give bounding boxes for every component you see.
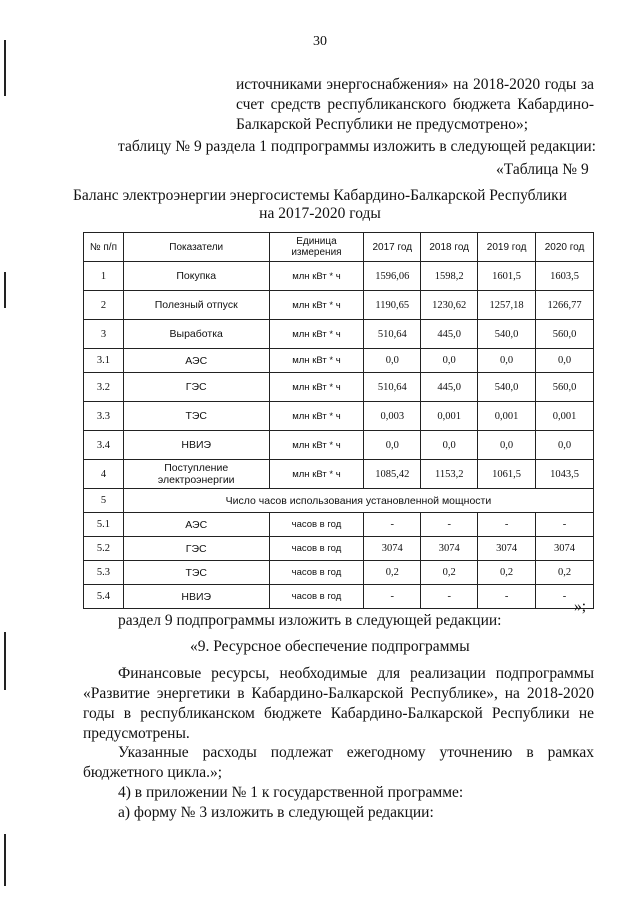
row-indicator: НВИЭ xyxy=(123,585,269,609)
value-2020: 0,001 xyxy=(536,402,594,431)
row-num: 5.3 xyxy=(84,561,124,585)
table-row xyxy=(84,262,594,291)
row-indicator: АЭС xyxy=(123,349,269,373)
value-2019: 0,001 xyxy=(478,402,536,431)
table-row xyxy=(84,373,594,402)
row-num: 3.4 xyxy=(84,431,124,460)
row-unit: часов в год xyxy=(269,585,364,609)
row-unit: млн кВт * ч xyxy=(269,320,364,349)
value-2018: - xyxy=(421,585,478,609)
table-row xyxy=(84,537,594,561)
row-indicator: ТЭС xyxy=(123,402,269,431)
instruction-table: таблицу № 9 раздела 1 подпрограммы изложить в следующей редакции: xyxy=(118,138,596,155)
value-2017: 0,003 xyxy=(364,402,421,431)
header-cell-2018: 2018 год xyxy=(421,233,478,262)
value-2018: 1230,62 xyxy=(421,291,478,320)
value-2017: - xyxy=(364,513,421,537)
item-4: 4) в приложении № 1 к государственной программе: xyxy=(118,784,464,801)
item-a: а) форму № 3 изложить в следующей редакции: xyxy=(118,804,434,821)
page-number: 30 xyxy=(313,34,327,49)
value-2019: 1257,18 xyxy=(478,291,536,320)
row-indicator: АЭС xyxy=(123,513,269,537)
value-2018: 3074 xyxy=(421,537,478,561)
row-unit: часов в год xyxy=(269,513,364,537)
row-num: 4 xyxy=(84,460,124,489)
table-close-quote: »; xyxy=(574,598,587,615)
value-2019: - xyxy=(478,513,536,537)
row-unit: млн кВт * ч xyxy=(269,262,364,291)
table-section-row xyxy=(84,489,594,513)
row-num: 3 xyxy=(84,320,124,349)
value-2020: 0,2 xyxy=(536,561,594,585)
row-indicator: Выработка xyxy=(123,320,269,349)
value-2017: 510,64 xyxy=(364,373,421,402)
value-2020: 3074 xyxy=(536,537,594,561)
row-unit: млн кВт * ч xyxy=(269,349,364,373)
value-2018: - xyxy=(421,513,478,537)
value-2017: 3074 xyxy=(364,537,421,561)
value-2019: - xyxy=(478,585,536,609)
value-2019: 3074 xyxy=(478,537,536,561)
row-indicator: ГЭС xyxy=(123,537,269,561)
header-cell-2017: 2017 год xyxy=(364,233,421,262)
margin-mark xyxy=(4,272,6,308)
value-2019: 0,0 xyxy=(478,431,536,460)
para2-line-2: бюджетного цикла.»; xyxy=(83,764,223,781)
table-row xyxy=(84,460,594,489)
header-cell-unit: Единица измерения xyxy=(269,233,364,262)
row-num: 3.1 xyxy=(84,349,124,373)
value-2017: 510,64 xyxy=(364,320,421,349)
margin-mark xyxy=(4,632,6,690)
row-unit: млн кВт * ч xyxy=(269,460,364,489)
header-cell-indicator: Показатели xyxy=(123,233,269,262)
para1-line-2: «Развитие энергетики в Кабардино-Балкарской Республике», на 2018-2020 xyxy=(83,685,594,702)
para1-line-1: Финансовые ресурсы, необходимые для реализации подпрограммы xyxy=(118,665,594,682)
table-row xyxy=(84,585,594,609)
header-cell-2019: 2019 год xyxy=(478,233,536,262)
row-indicator: ГЭС xyxy=(123,373,269,402)
row-num: 3.2 xyxy=(84,373,124,402)
balance-table xyxy=(83,232,594,609)
value-2020: 1603,5 xyxy=(536,262,594,291)
row-indicator: Поступление электроэнергии xyxy=(123,460,269,489)
table-header-row xyxy=(84,233,594,262)
header-cell-num: № п/п xyxy=(84,233,124,262)
value-2020: 0,0 xyxy=(536,349,594,373)
row-num: 5.2 xyxy=(84,537,124,561)
value-2018: 1153,2 xyxy=(421,460,478,489)
table-row xyxy=(84,320,594,349)
row-unit: млн кВт * ч xyxy=(269,431,364,460)
intro-line-3: Балкарской Республики не предусмотрено»; xyxy=(236,116,529,133)
para1-line-3: годы в республиканском бюджете Кабардино-Балкарской Республики не xyxy=(83,705,594,722)
value-2020: 1266,77 xyxy=(536,291,594,320)
table-row xyxy=(84,561,594,585)
margin-mark xyxy=(4,834,6,886)
row-num: 5.4 xyxy=(84,585,124,609)
table-row xyxy=(84,349,594,373)
value-2020: - xyxy=(536,513,594,537)
table-label: «Таблица № 9 xyxy=(496,161,589,178)
row-num: 5.1 xyxy=(84,513,124,537)
value-2020: 560,0 xyxy=(536,320,594,349)
row-indicator: Покупка xyxy=(123,262,269,291)
value-2018: 0,0 xyxy=(421,349,478,373)
value-2019: 0,0 xyxy=(478,349,536,373)
row-num: 1 xyxy=(84,262,124,291)
table-row xyxy=(84,513,594,537)
value-2017: 1596,06 xyxy=(364,262,421,291)
intro-line-1: источниками энергоснабжения» на 2018-2020 годы за xyxy=(236,76,594,93)
value-2017: 1190,65 xyxy=(364,291,421,320)
value-2020: 1043,5 xyxy=(536,460,594,489)
value-2017: 0,2 xyxy=(364,561,421,585)
intro-line-2: счет средств республиканского бюджета Кабардино- xyxy=(236,96,594,113)
value-2017: - xyxy=(364,585,421,609)
value-2017: 0,0 xyxy=(364,349,421,373)
row-num: 2 xyxy=(84,291,124,320)
value-2019: 540,0 xyxy=(478,320,536,349)
table-row xyxy=(84,291,594,320)
instruction-section9: раздел 9 подпрограммы изложить в следующей редакции: xyxy=(118,612,502,629)
row-unit: часов в год xyxy=(269,537,364,561)
row-indicator: ТЭС xyxy=(123,561,269,585)
para1-line-4: предусмотрены. xyxy=(83,725,190,742)
header-cell-2020: 2020 год xyxy=(536,233,594,262)
table-title-line-1: Баланс электроэнергии энергосистемы Кабардино-Балкарской Республики xyxy=(72,187,568,204)
value-2018: 0,0 xyxy=(421,431,478,460)
row-num: 5 xyxy=(84,489,124,513)
section-row-text: Число часов использования установленной мощности xyxy=(123,489,593,513)
value-2020: - xyxy=(536,585,594,609)
value-2018: 0,2 xyxy=(421,561,478,585)
row-indicator: НВИЭ xyxy=(123,431,269,460)
value-2018: 445,0 xyxy=(421,320,478,349)
value-2020: 560,0 xyxy=(536,373,594,402)
value-2018: 445,0 xyxy=(421,373,478,402)
row-num: 3.3 xyxy=(84,402,124,431)
row-unit: млн кВт * ч xyxy=(269,291,364,320)
value-2019: 1601,5 xyxy=(478,262,536,291)
table-row xyxy=(84,402,594,431)
table-title-line-2: на 2017-2020 годы xyxy=(259,205,381,222)
row-unit: часов в год xyxy=(269,561,364,585)
row-indicator: Полезный отпуск xyxy=(123,291,269,320)
para2-line-1: Указанные расходы подлежат ежегодному уточнению в рамках xyxy=(118,744,594,761)
value-2020: 0,0 xyxy=(536,431,594,460)
value-2019: 540,0 xyxy=(478,373,536,402)
value-2019: 1061,5 xyxy=(478,460,536,489)
section9-heading: «9. Ресурсное обеспечение подпрограммы xyxy=(190,638,470,655)
row-unit: млн кВт * ч xyxy=(269,373,364,402)
value-2018: 1598,2 xyxy=(421,262,478,291)
value-2017: 1085,42 xyxy=(364,460,421,489)
value-2019: 0,2 xyxy=(478,561,536,585)
table-row xyxy=(84,431,594,460)
value-2018: 0,001 xyxy=(421,402,478,431)
row-unit: млн кВт * ч xyxy=(269,402,364,431)
value-2017: 0,0 xyxy=(364,431,421,460)
